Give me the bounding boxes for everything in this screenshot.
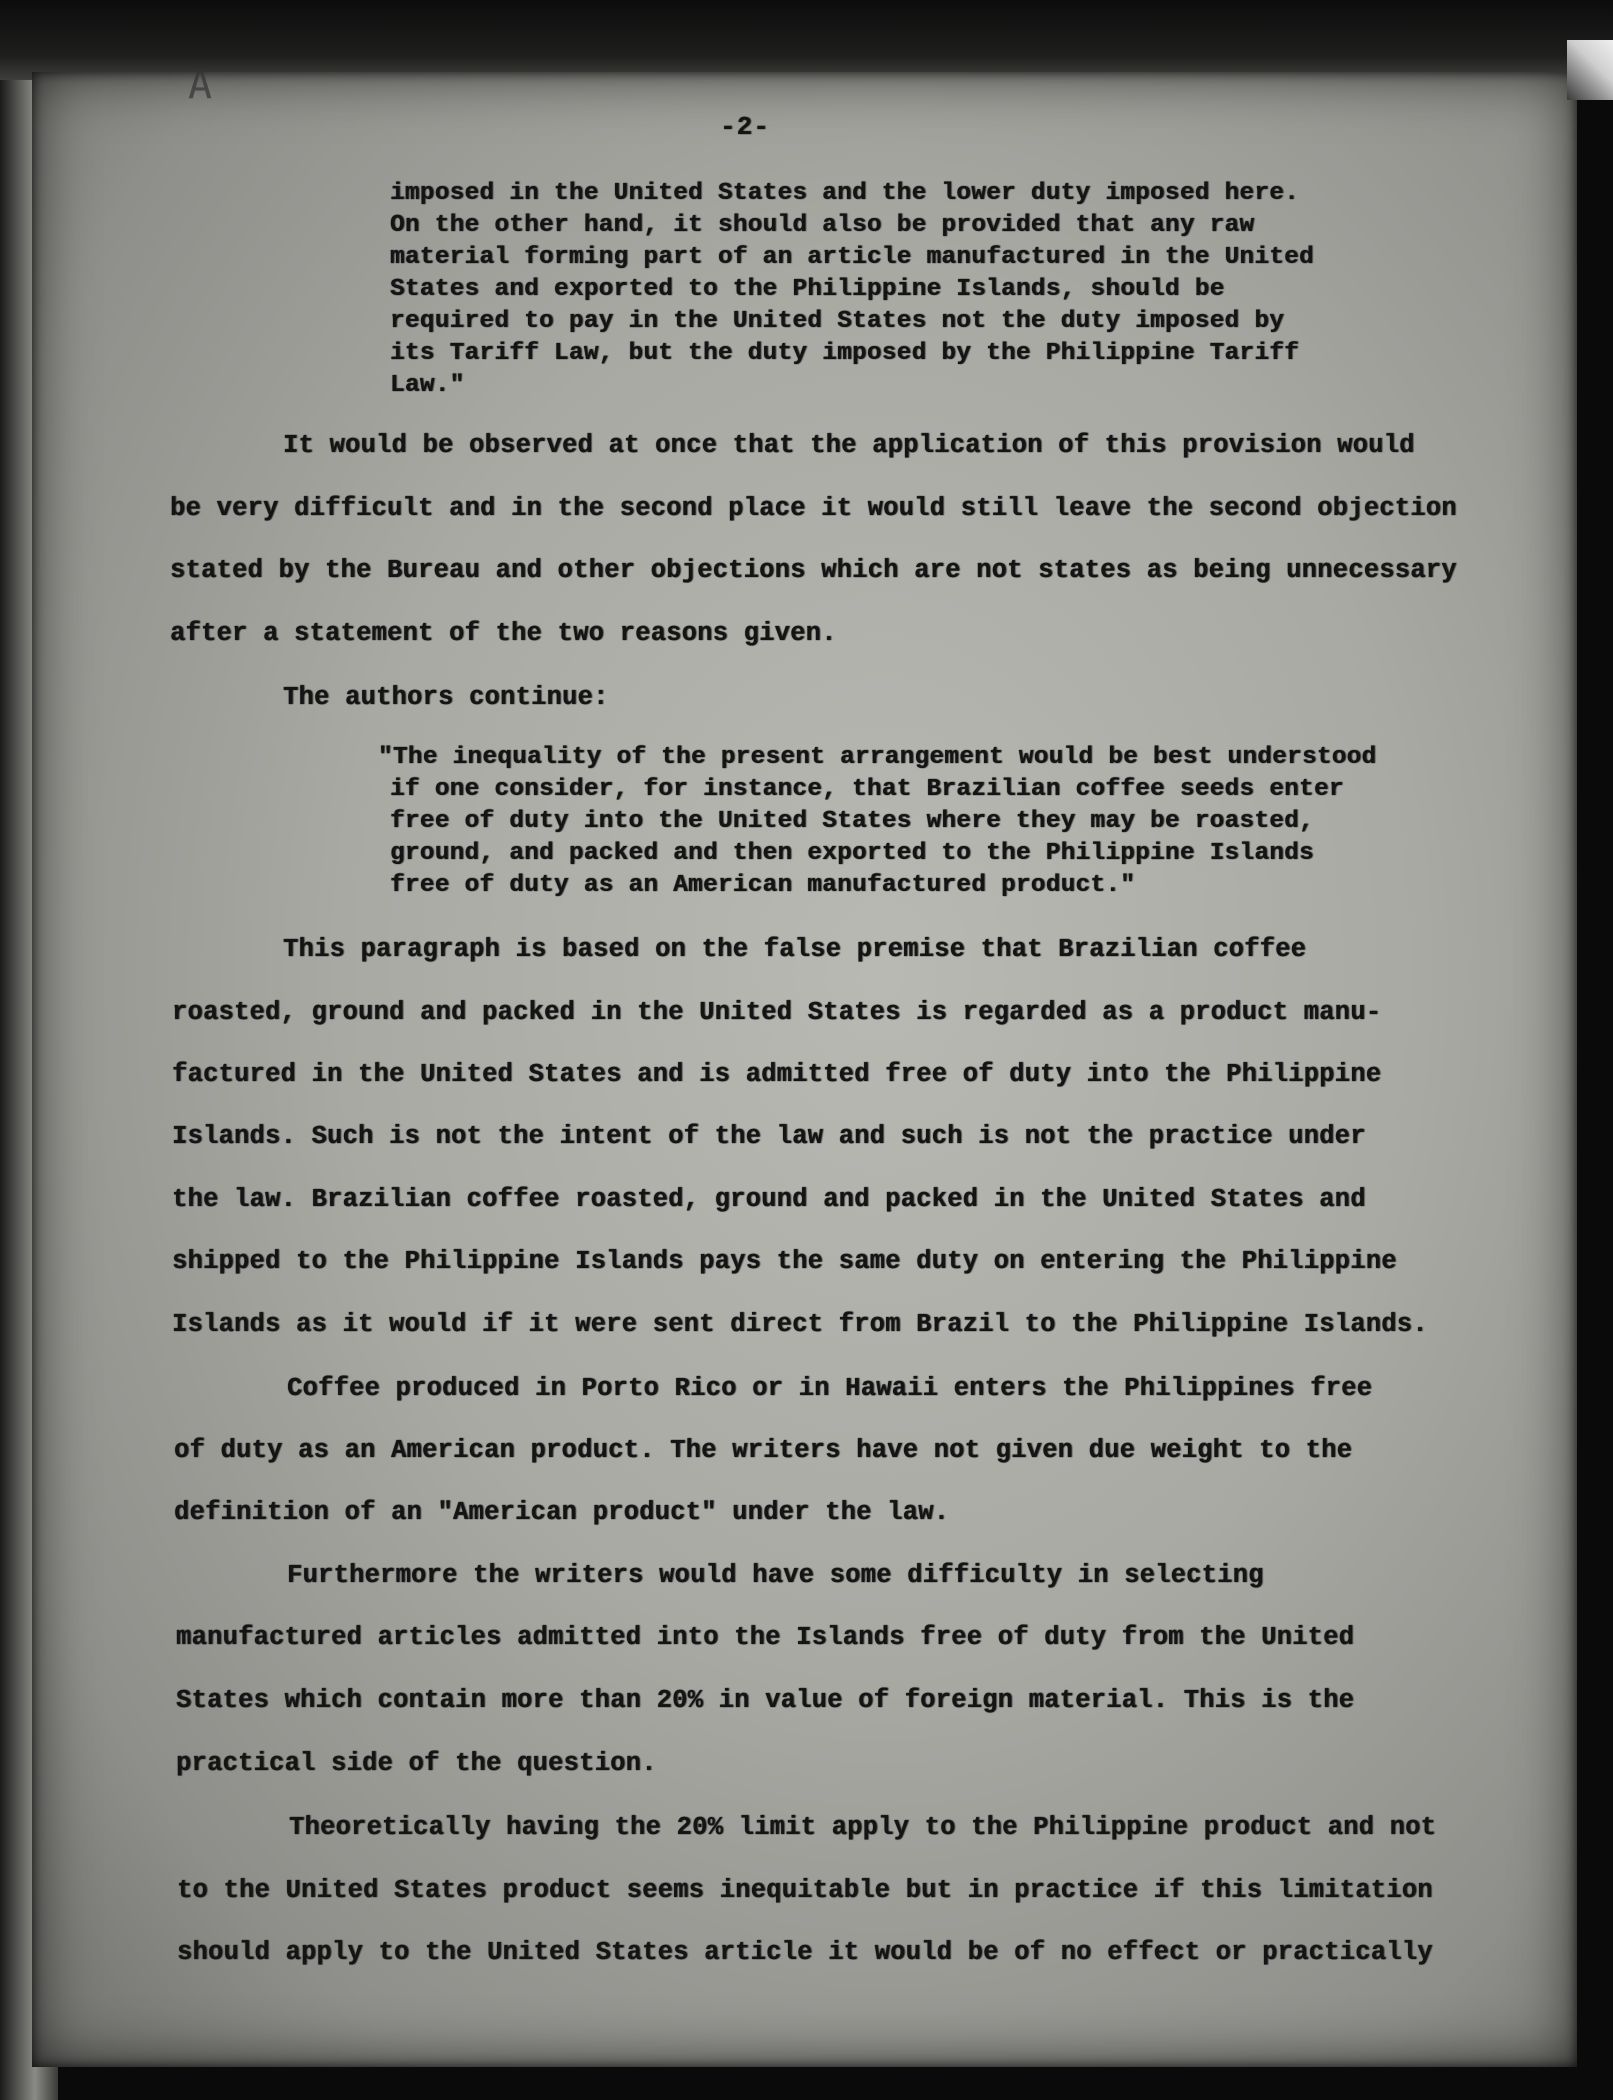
text-line: its Tariff Law, but the duty imposed by the Philippine Tariff: [390, 340, 1300, 367]
text-line: This paragraph is based on the false premise that Brazilian coffee: [283, 935, 1307, 964]
text-line: factured in the United States and is admitted free of duty into the Philippine: [172, 1060, 1382, 1089]
text-line: imposed in the United States and the lower duty imposed here.: [390, 180, 1300, 207]
text-line: material forming part of an article manufactured in the United: [390, 244, 1314, 271]
text-line: Islands as it would if it were sent direct from Brazil to the Philippine Islands.: [172, 1310, 1428, 1339]
text-line: if one consider, for instance, that Brazilian coffee seeds enter: [390, 776, 1344, 803]
text-line: should apply to the United States article it would be of no effect or practically: [177, 1938, 1433, 1967]
text-line: Law.": [390, 372, 465, 399]
text-line: On the other hand, it should also be provided that any raw: [390, 212, 1255, 239]
text-line: Islands. Such is not the intent of the law and such is not the practice under: [172, 1122, 1366, 1151]
text-line: Coffee produced in Porto Rico or in Hawaii enters the Philippines free: [287, 1374, 1373, 1403]
text-line: States which contain more than 20% in value of foreign material. This is the: [176, 1686, 1355, 1715]
text-line: Theoretically having the 20% limit apply to the Philippine product and not: [289, 1813, 1437, 1842]
page-number: -2-: [720, 112, 770, 142]
text-line: manufactured articles admitted into the Islands free of duty from the United: [176, 1623, 1355, 1652]
text-line: of duty as an American product. The writers have not given due weight to the: [174, 1436, 1353, 1465]
text-line: to the United States product seems inequitable but in practice if this limitation: [177, 1876, 1433, 1905]
text-line: be very difficult and in the second place it would still leave the second objection: [170, 494, 1457, 523]
text-line: required to pay in the United States not the duty imposed by: [390, 308, 1285, 335]
text-line: stated by the Bureau and other objections which are not states as being unnecessary: [170, 556, 1457, 585]
text-line: after a statement of the two reasons given.: [170, 619, 837, 648]
text-line: roasted, ground and packed in the United States is regarded as a product manu-: [172, 998, 1382, 1027]
text-line: free of duty as an American manufactured product.": [390, 872, 1136, 899]
text-line: The authors continue:: [283, 683, 609, 712]
text-line: ground, and packed and then exported to the Philippine Islands: [390, 840, 1314, 867]
text-line: the law. Brazilian coffee roasted, ground and packed in the United States and: [172, 1185, 1366, 1214]
text-line: shipped to the Philippine Islands pays the same duty on entering the Philippine: [172, 1247, 1397, 1276]
text-line: practical side of the question.: [176, 1749, 657, 1778]
text-line: Furthermore the writers would have some difficulty in selecting: [287, 1561, 1264, 1590]
corner-handwritten-mark: A: [188, 62, 213, 108]
text-line: It would be observed at once that the application of this provision would: [283, 431, 1415, 460]
text-line: free of duty into the United States where they may be roasted,: [390, 808, 1314, 835]
text-line: "The inequality of the present arrangement would be best understood: [378, 744, 1377, 771]
text-line: States and exported to the Philippine Islands, should be: [390, 276, 1225, 303]
text-line: definition of an "American product" under the law.: [174, 1498, 950, 1527]
